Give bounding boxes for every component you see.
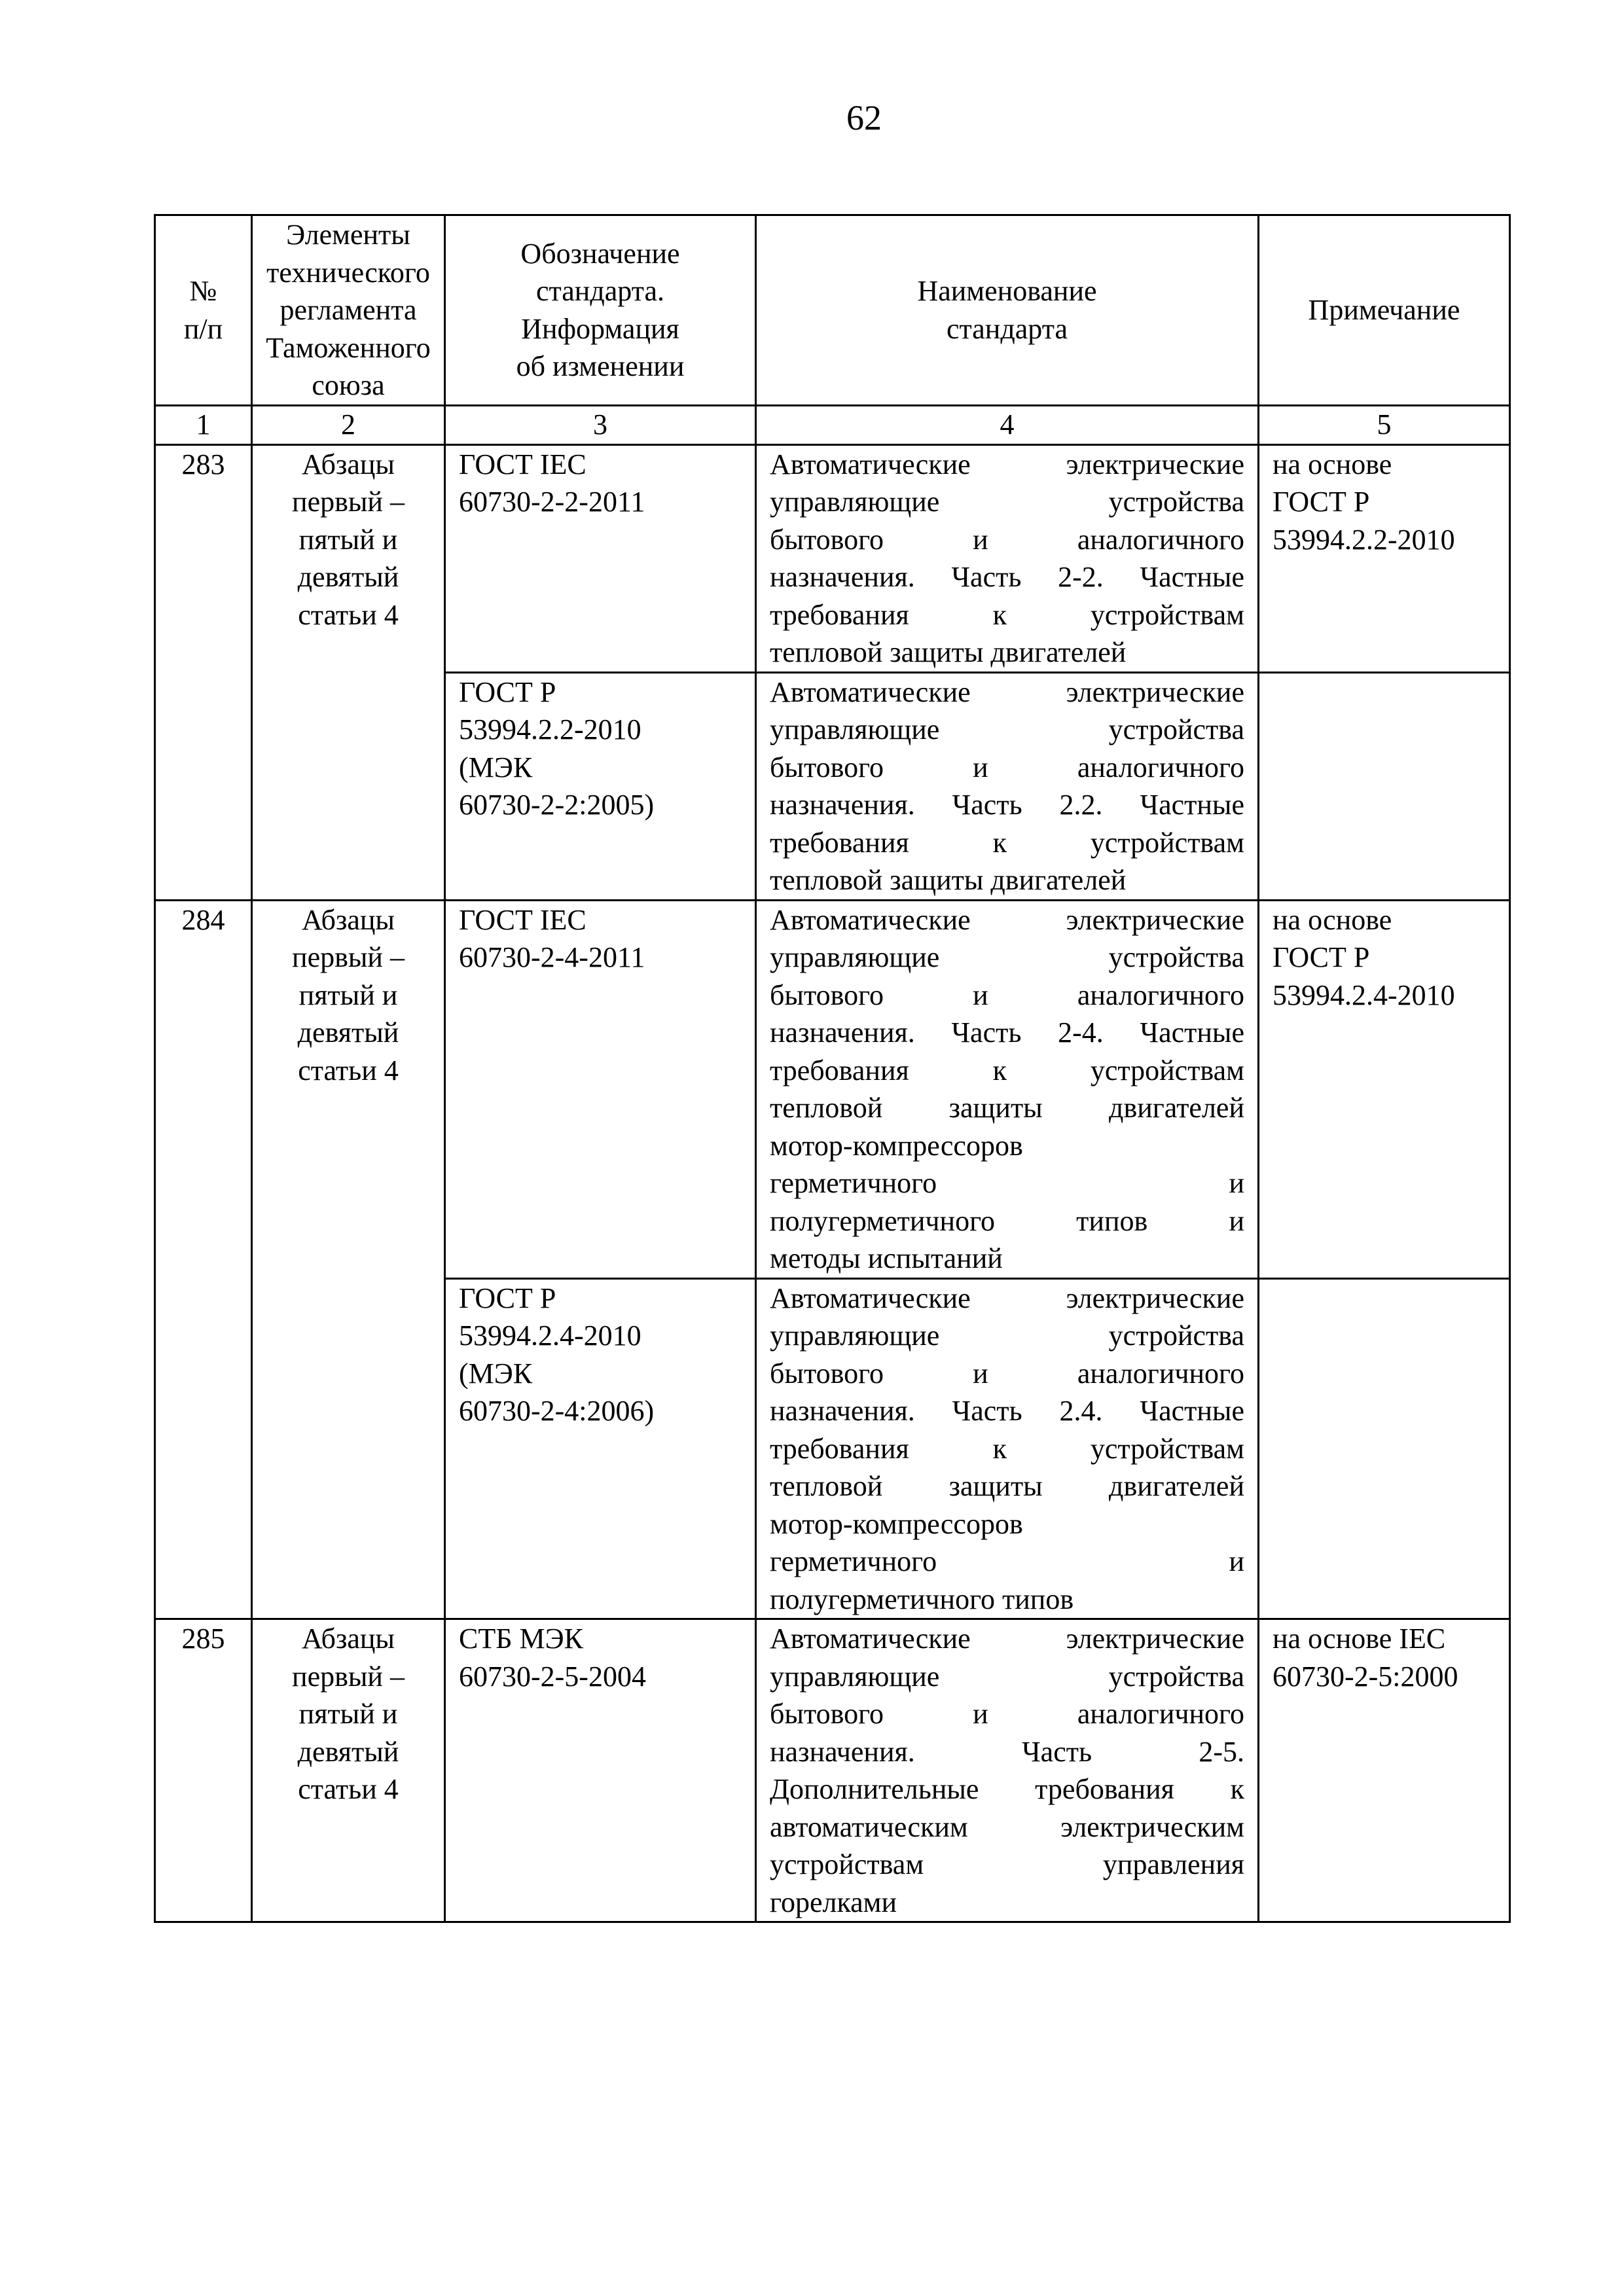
standard-name-line: Автоматические электрические [770, 1623, 1244, 1655]
standard-name-line: управляющие устройства [770, 713, 1244, 745]
standard-name-line: тепловой защиты двигателей [770, 1470, 1244, 1502]
table-row [155, 1619, 1510, 1922]
row-number: 284 [155, 900, 252, 1619]
standard-note [1259, 1278, 1510, 1619]
standard-designation: ГОСТ IEC 60730-2-4-2011 [445, 900, 756, 1278]
standard-name-line: назначения. Часть 2-2. Частные [770, 561, 1244, 593]
table-row [155, 900, 1510, 1278]
header-number: № п/п [155, 215, 252, 406]
table-body [155, 444, 1510, 1922]
standard-name-line: управляющие устройства [770, 1319, 1244, 1352]
standard-name-line: управляющие устройства [770, 1660, 1244, 1693]
column-number: 1 [155, 405, 252, 444]
standard-name-line: бытового и аналогичного [770, 1357, 1244, 1390]
standard-designation: ГОСТ Р 53994.2.2-2010 (МЭК 60730-2-2:2005) [445, 672, 756, 900]
standard-designation: СТБ МЭК 60730-2-5-2004 [445, 1619, 756, 1922]
column-number-row [155, 405, 1510, 444]
standard-name-line: Автоматические электрические [770, 675, 1244, 708]
standard-note: на основе ГОСТ Р 53994.2.4-2010 [1259, 900, 1510, 1278]
regulation-elements: Абзацы первый – пятый и девятый статьи 4 [252, 444, 445, 900]
header-designation: Обозначение стандарта. Информация об изменении [445, 215, 756, 406]
standard-name-line: герметичного и [770, 1167, 1244, 1199]
standard-name-line: полугерметичного типов [770, 1583, 1074, 1615]
standard-name-line: управляющие устройства [770, 941, 1244, 973]
table-header-row [155, 215, 1510, 406]
standard-name-line: Автоматические электрические [770, 903, 1244, 936]
standards-table [154, 214, 1511, 1923]
standard-name-line: управляющие устройства [770, 486, 1244, 518]
standard-name-line: требования к устройствам [770, 826, 1244, 859]
standard-name [756, 444, 1259, 672]
standard-name-line: Дополнительные требования к [770, 1773, 1244, 1805]
standard-name-line: мотор-компрессоров [770, 1129, 1023, 1162]
standard-name-line: бытового и аналогичного [770, 751, 1244, 783]
standard-name-line: назначения. Часть 2.4. Частные [770, 1395, 1244, 1427]
column-number: 4 [756, 405, 1259, 444]
standard-name-line: требования к устройствам [770, 1054, 1244, 1086]
standard-name-line: назначения. Часть 2-4. Частные [770, 1016, 1244, 1049]
standard-name [756, 900, 1259, 1278]
column-number: 3 [445, 405, 756, 444]
standard-name-line: тепловой защиты двигателей [770, 636, 1127, 668]
standard-name-line: герметичного и [770, 1545, 1244, 1577]
standard-name [756, 1619, 1259, 1922]
standard-name-line: устройствам управления [770, 1848, 1244, 1880]
standard-name-line: полугерметичного типов и [770, 1204, 1244, 1237]
standard-name [756, 1278, 1259, 1619]
standard-name-line: тепловой защиты двигателей [770, 1092, 1244, 1124]
column-number: 5 [1259, 405, 1510, 444]
page-number: 62 [846, 98, 882, 137]
standard-name-line: горелками [770, 1886, 897, 1918]
standard-name-line: бытового и аналогичного [770, 1698, 1244, 1730]
standard-name-line: тепловой защиты двигателей [770, 864, 1127, 896]
standard-name-line: требования к устройствам [770, 1432, 1244, 1465]
header-elements: Элементы технического регламента Таможенного союза [252, 215, 445, 406]
standard-name-line: бытового и аналогичного [770, 523, 1244, 556]
standard-name-line: мотор-компрессоров [770, 1507, 1023, 1540]
column-number: 2 [252, 405, 445, 444]
standard-name-line: бытового и аналогичного [770, 978, 1244, 1011]
standard-note: на основе ГОСТ Р 53994.2.2-2010 [1259, 444, 1510, 672]
standard-name [756, 672, 1259, 900]
standard-name-line: Автоматические электрические [770, 1282, 1244, 1314]
header-note: Примечание [1259, 215, 1510, 406]
standard-name-line: Автоматические электрические [770, 448, 1244, 480]
standard-name-line: автоматическим электрическим [770, 1810, 1244, 1843]
row-number: 285 [155, 1619, 252, 1922]
standard-designation: ГОСТ Р 53994.2.4-2010 (МЭК 60730-2-4:2006) [445, 1278, 756, 1619]
standard-designation: ГОСТ IEC 60730-2-2-2011 [445, 444, 756, 672]
standard-name-line: требования к устройствам [770, 598, 1244, 631]
regulation-elements: Абзацы первый – пятый и девятый статьи 4 [252, 1619, 445, 1922]
row-number: 283 [155, 444, 252, 900]
table-row [155, 444, 1510, 672]
standard-name-line: методы испытаний [770, 1242, 1003, 1274]
header-name: Наименование стандарта [756, 215, 1259, 406]
standard-name-line: назначения. Часть 2-5. [770, 1735, 1244, 1768]
standard-note: на основе IEC 60730-2-5:2000 [1259, 1619, 1510, 1922]
standard-name-line: назначения. Часть 2.2. Частные [770, 789, 1244, 821]
standard-note [1259, 672, 1510, 900]
regulation-elements: Абзацы первый – пятый и девятый статьи 4 [252, 900, 445, 1619]
